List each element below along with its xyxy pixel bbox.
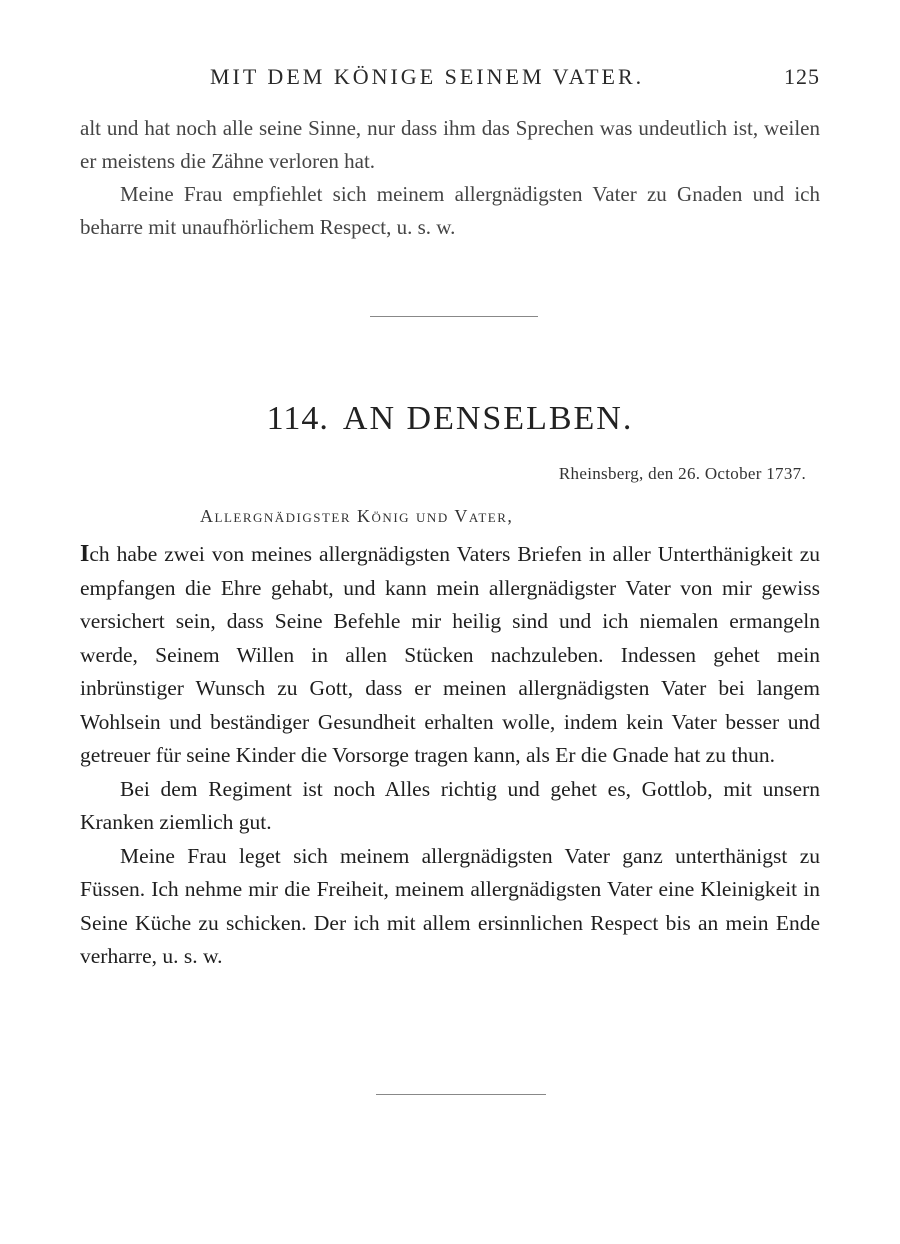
section-divider (370, 316, 538, 317)
page-number: 125 (784, 64, 820, 89)
initial-letter: I (80, 541, 90, 567)
letter-title: AN DENSELBEN. (342, 400, 634, 437)
page-header (80, 64, 820, 96)
letter-salutation: Allergnädigster König und Vater, (200, 506, 514, 526)
letter-body (80, 538, 820, 974)
letter-dateline: Rheinsberg, den 26. October 1737. (558, 464, 806, 483)
letter-heading (0, 400, 900, 438)
continuation-paragraph: alt und hat noch alle seine Sinne, nur dass ihm das Sprechen was undeutlich ist, weilen er meistens die Zähne verloren hat. (80, 116, 820, 173)
letter-number: 114. (266, 400, 329, 437)
end-divider (376, 1094, 546, 1095)
letter-paragraph (80, 538, 820, 773)
running-title: MIT DEM KÖNIGE SEINEM VATER. (210, 64, 645, 89)
letter-paragraph-text: ch habe zwei von meines allergnädigsten Vaters Briefen in aller Unterthänigkeit zu empfangen die Ehre gehabt, und kann mein allergnädigster Vater von mir gewiss versichert sein, dass Seine Befehle mir heilig sind und ich niemalen ermangeln werde, Seinem Willen in allen Stücken nachzuleben. Indessen gehet mein inbrünstiger Wunsch zu Gott, dass er meinen allergnädigsten Vater bei langem Wohlsein und beständiger Gesundheit erhalten wolle, indem kein Vater besser und getreuer für seine Kinder die Vorsorge tragen kann, als Er die Gnade hat zu thun. (80, 542, 820, 767)
letter-paragraph: Meine Frau leget sich meinem allergnädigsten Vater ganz unterthänigst zu Füssen. Ich nehme mir die Freiheit, meinem allergnädigsten Vater eine Kleinigkeit in Seine Küche zu schicken. Der ich mit allem ersinnlichen Respect bis an mein Ende verharre, u. s. w. (80, 843, 820, 968)
letter-paragraph: Bei dem Regiment ist noch Alles richtig und gehet es, Gottlob, mit unsern Kranken ziemlich gut. (80, 776, 820, 834)
continuation-text (80, 112, 820, 244)
continuation-paragraph: Meine Frau empfiehlet sich meinem allergnädigsten Vater zu Gnaden und ich beharre mit unaufhörlichem Respect, u. s. w. (80, 182, 820, 239)
